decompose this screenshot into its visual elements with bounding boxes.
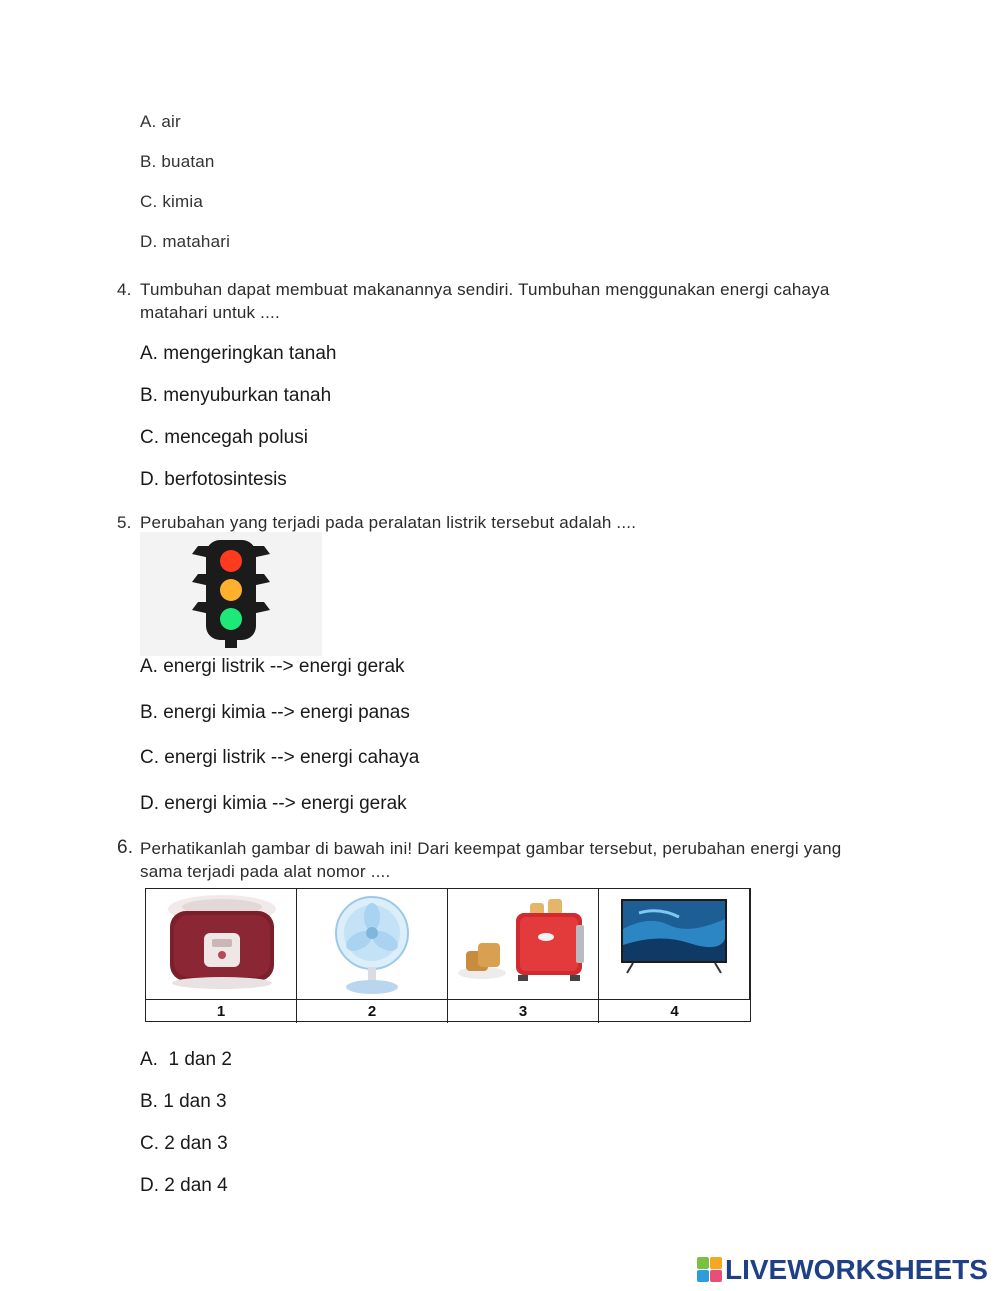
q5-option-b[interactable]: B. energi kimia --> energi panas (140, 702, 410, 723)
liveworksheets-logo (697, 1254, 997, 1286)
q4-option-d[interactable]: D. berfotosintesis (140, 469, 287, 490)
q3-option-a[interactable]: A. air (140, 112, 181, 131)
question-text: Tumbuhan dapat membuat makanannya sendiri. Tumbuhan menggunakan energi cahaya matahari untuk .... (140, 280, 830, 322)
appliance-number-row (146, 999, 750, 1023)
q4-option-b[interactable]: B. menyuburkan tanah (140, 385, 332, 406)
q6-option-b[interactable]: B. 1 dan 3 (140, 1091, 227, 1112)
question-6 (0, 837, 1000, 885)
toaster-image (448, 889, 599, 999)
q3-option-c[interactable]: C. kimia (140, 192, 203, 211)
question-4 (0, 278, 1000, 326)
appliance-number: 2 (297, 1000, 448, 1023)
question-text: Perhatikanlah gambar di bawah ini! Dari keempat gambar tersebut, perubahan energi yang sama terjadi pada alat nomor .... (140, 839, 842, 881)
q4-option-a[interactable]: A. mengeringkan tanah (140, 343, 337, 364)
appliance-number: 3 (448, 1000, 599, 1023)
q3-option-d[interactable]: D. matahari (140, 232, 231, 251)
question-number: 6. (117, 837, 134, 858)
toaster-icon (448, 889, 598, 999)
rice-cooker-image (146, 889, 297, 999)
q5-option-d[interactable]: D. energi kimia --> energi gerak (140, 793, 407, 814)
q5-option-a[interactable]: A. energi listrik --> energi gerak (140, 656, 405, 677)
traffic-light-image (140, 532, 322, 656)
question-text: Perubahan yang terjadi pada peralatan listrik tersebut adalah .... (140, 513, 637, 532)
q6-option-c[interactable]: C. 2 dan 3 (140, 1133, 228, 1154)
television-image (599, 889, 750, 999)
logo-blocks-icon (697, 1257, 723, 1283)
appliance-number: 4 (670, 1003, 679, 1020)
electric-fan-image (297, 889, 448, 999)
logo-text: LIVEWORKSHEETS (725, 1254, 988, 1285)
appliance-number: 1 (146, 1000, 297, 1023)
q5-option-c[interactable]: C. energi listrik --> energi cahaya (140, 747, 420, 768)
television-icon (599, 889, 749, 999)
rice-cooker-icon (146, 889, 296, 999)
question-number: 5. (117, 513, 132, 532)
q3-option-b[interactable]: B. buatan (140, 152, 215, 171)
traffic-light-icon (140, 532, 322, 656)
electric-fan-icon (297, 889, 447, 999)
appliance-table (145, 888, 751, 1022)
q6-option-a[interactable]: A. 1 dan 2 (140, 1049, 232, 1070)
q6-option-d[interactable]: D. 2 dan 4 (140, 1175, 228, 1196)
question-number: 4. (117, 280, 132, 299)
q4-option-c[interactable]: C. mencegah polusi (140, 427, 308, 448)
